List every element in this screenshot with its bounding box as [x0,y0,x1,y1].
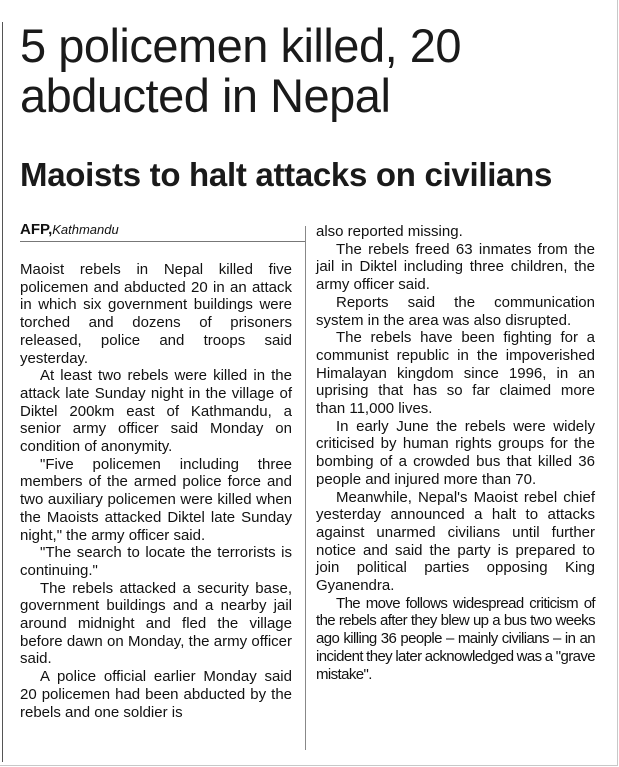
paragraph: The rebels attacked a security base, government buildings and a nearby jail around midnight and fled the village before dawn on Monday, the army officer said. [20,579,292,668]
headline-line-1: 5 policemen killed, 20 [20,19,461,72]
paragraph: Reports said the communication system in the area was also disrupted. [316,293,595,329]
paragraph: "The search to locate the terrorists is continuing." [20,544,292,579]
paragraph: The rebels have been fighting for a communist republic in the impoverished Himalayan kingdom since 1996, in an uprising that has so far claimed more than 11,000 lives. [316,329,595,418]
paragraph: The move follows widespread criticism of the rebels after they blew up a bus two weeks ago killing 36 people – mainly civilians – in an incident they later acknowledged was a "grave mistake". [316,594,595,683]
paragraph: "Five policemen including three members of the armed police force and two auxiliary policemen were killed when the Maoists attacked Diktel late Sunday night," the army officer said. [20,455,292,544]
paragraph: The rebels freed 63 inmates from the jail in Diktel including three children, the army officer said. [316,240,595,294]
paragraph: Meanwhile, Nepal's Maoist rebel chief yesterday announced a halt to attacks against unarmed civilians until further notice and said the party is prepared to join political parties opposing King Gyanendra. [316,488,595,595]
subheadline: Maoists to halt attacks on civilians [20,156,553,193]
paragraph: At least two rebels were killed in the attack late Sunday night in the village of Diktel 200km east of Kathmandu, a senior army officer said Monday on condition of anonymity. [20,367,292,456]
headline-line-2: abducted in Nepal [20,69,391,122]
byline-place: Kathmandu [52,222,119,237]
headline [20,21,610,121]
byline [20,221,305,242]
left-rule [2,22,3,762]
article-column-2 [316,223,595,683]
paragraph: also reported missing. [316,223,463,240]
paragraph: A police official earlier Monday said 20 policemen had been abducted by the rebels and one soldier is [20,668,292,721]
article-column-1 [20,261,292,721]
paragraph: Maoist rebels in Nepal killed five policemen and abducted 20 in an attack in which six government buildings were torched and dozens of prisoners released, police and troops said yesterday. [20,261,292,367]
byline-agency: AFP, [20,221,53,238]
paragraph: In early June the rebels were widely criticised by human rights groups for the bombing of a crowded bus that killed 36 people and injured more than 70. [316,417,595,488]
column-divider [305,226,306,750]
